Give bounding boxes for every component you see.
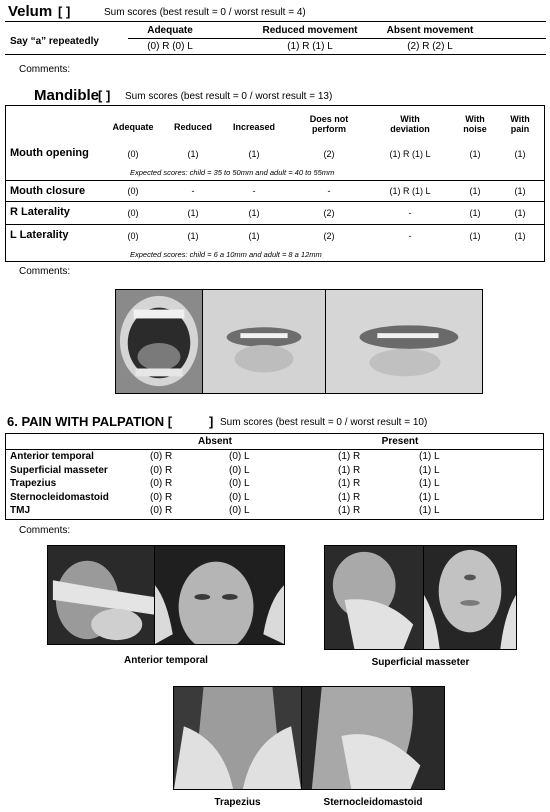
pain-cell-absent-l: (0) L [229,505,250,517]
velum-score-bracket: [ ] [58,4,71,19]
pain-cell-absent-l: (0) L [229,451,250,462]
pain-cell-present-r: (1) R [338,478,361,490]
pain-bracket-close: ] [209,414,214,429]
velum-cell-absent: (2) R (2) L [407,41,453,52]
mandible-cell: (1) R (1) L [389,186,431,196]
mouth-closure-photo [202,289,326,394]
pain-cell-present-r: (1) R [338,464,361,476]
pain-row-label: Anterior temporal [10,451,94,462]
mandible-row-label-mouth-opening: Mouth opening [10,147,89,159]
pain-table [5,433,544,520]
mandible-comments: Comments: [19,266,71,277]
caption-sternocleidomastoid: Sternocleidomastoid [323,797,423,808]
mandible-row-label-mouth-closure: Mouth closure [10,185,86,197]
velum-header-adequate: Adequate [147,25,193,36]
mandible-header-does-not-perform: Does not perform [309,114,349,134]
pain-comments: Comments: [19,525,71,536]
velum-comments: Comments: [19,64,71,75]
mandible-cell: (0) [127,149,139,159]
mandible-row-label-r-laterality: R Laterality [10,206,70,218]
velum-header-reduced: Reduced movement [262,25,358,36]
pain-row-label: Superficial masseter [10,464,108,476]
mandible-cell: (1) [248,231,260,241]
mandible-cell: (1) [469,208,481,218]
mandible-cell: (2) [323,149,335,159]
mandible-cell: (1) [187,149,199,159]
pain-title: 6. PAIN WITH PALPATION [ [7,414,173,429]
pain-header-absent: Absent [198,436,232,447]
mandible-cell: (1) [248,149,260,159]
pain-cell-absent-r: (0) R [150,478,173,490]
velum-cell-reduced: (1) R (1) L [287,41,333,52]
pain-cell-present-l: (1) L [419,505,440,517]
superficial-masseter-photo-left [324,545,424,650]
pain-cell-absent-l: (0) L [229,491,250,503]
pain-cell-absent-r: (0) R [150,451,173,462]
mandible-header-adequate: Adequate [112,122,154,132]
velum-item-label: Say “a” repeatedly [10,36,99,47]
mandible-cell: - [408,231,412,241]
pain-cell-absent-r: (0) R [150,464,173,476]
mandible-score-bracket: [ ] [98,88,111,103]
caption-trapezius: Trapezius [214,797,261,808]
mandible-cell: - [191,186,195,196]
mandible-expected-laterality-note: Expected scores: child = 6 a 10mm and adult = 8 a 12mm [130,250,322,259]
pain-cell-present-l: (1) L [419,491,440,503]
mandible-cell: (1) [514,208,526,218]
pain-cell-present-r: (1) R [338,505,361,517]
sternocleidomastoid-photo [301,686,445,790]
mandible-cell: (0) [127,208,139,218]
anterior-temporal-photo-left [47,545,155,645]
pain-cell-present-r: (1) R [338,491,361,503]
mandible-cell: (1) [187,231,199,241]
mouth-opening-photo [115,289,203,394]
pain-cell-absent-l: (0) L [229,464,250,476]
pain-cell-present-l: (1) L [419,451,440,462]
mandible-cell: (1) [248,208,260,218]
mandible-cell: (1) [514,231,526,241]
mandible-header-reduced: Reduced [173,122,212,132]
mandible-cell: (2) [323,231,335,241]
velum-header-absent: Absent movement [386,25,474,36]
mandible-cell: (1) [187,208,199,218]
mandible-cell: (0) [127,186,139,196]
mandible-cell: (1) [469,231,481,241]
mandible-cell: (2) [323,208,335,218]
mandible-sum-scores: Sum scores (best result = 0 / worst result = 13) [125,91,333,102]
mandible-header-increased: Increased [232,122,276,132]
velum-cell-adequate: (0) R (0) L [147,41,193,52]
mandible-expected-opening-note: Expected scores: child = 35 to 50mm and adult = 40 to 55mm [130,168,335,177]
caption-superficial-masseter: Superficial masseter [371,657,470,668]
pain-cell-present-r: (1) R [338,451,361,462]
mandible-cell: (1) R (1) L [389,149,431,159]
caption-anterior-temporal: Anterior temporal [124,655,208,666]
anterior-temporal-photo-right [154,545,285,645]
mandible-cell: (0) [127,231,139,241]
pain-cell-present-l: (1) L [419,464,440,476]
pain-cell-absent-l: (0) L [229,478,250,490]
mandible-cell: (1) [469,149,481,159]
mandible-header-with-deviation: With deviation [390,114,430,134]
mandible-cell: - [327,186,331,196]
pain-header-present: Present [381,436,419,447]
mandible-title: Mandible [34,87,100,104]
mandible-cell: (1) [514,186,526,196]
trapezius-photo [173,686,302,790]
mandible-row-label-l-laterality: L Laterality [10,229,69,241]
pain-cell-absent-r: (0) R [150,505,173,517]
mandible-cell: (1) [469,186,481,196]
pain-cell-present-l: (1) L [419,478,440,490]
pain-row-label: TMJ [10,505,30,517]
velum-title: Velum [8,3,53,20]
mandible-header-with-noise: With noise [463,114,487,134]
superficial-masseter-photo-right [423,545,517,650]
mandible-cell: - [252,186,256,196]
velum-sum-scores: Sum scores (best result = 0 / worst result = 4) [104,7,306,18]
mandible-cell: (1) [514,149,526,159]
pain-sum-scores: Sum scores (best result = 0 / worst result = 10) [220,417,428,428]
pain-cell-absent-r: (0) R [150,491,173,503]
pain-row-label: Trapezius [10,478,57,490]
mandible-header-with-pain: With pain [510,114,530,134]
mandible-cell: - [408,208,412,218]
laterality-photo [325,289,483,394]
pain-row-label: Sternocleidomastoid [10,491,109,503]
